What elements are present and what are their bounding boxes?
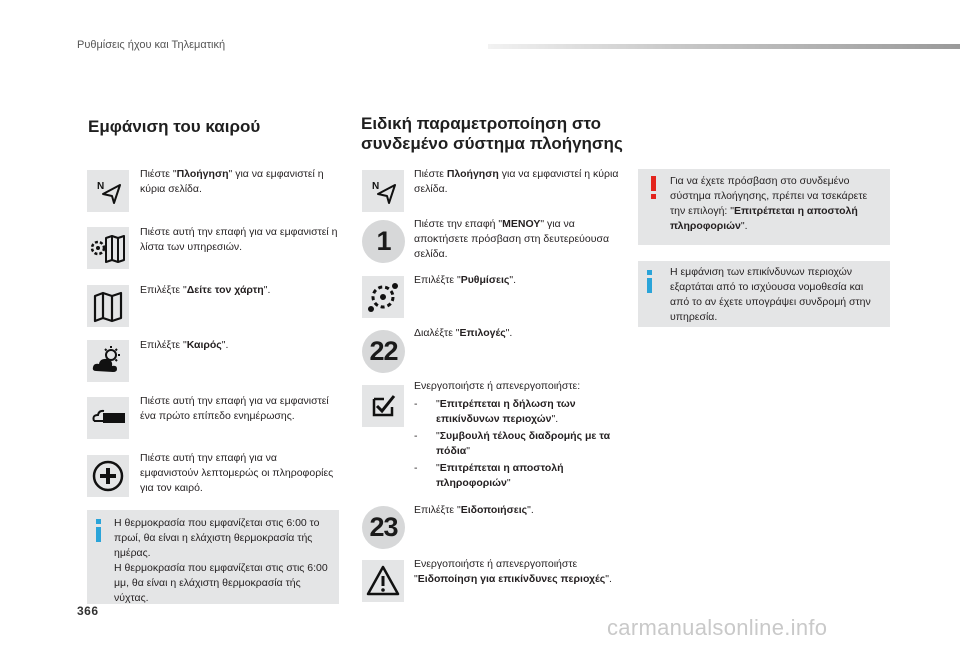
- list-item: - "Συμβουλή τέλους διαδρομής με τα πόδια": [414, 430, 611, 457]
- warning-triangle-icon: [362, 560, 404, 602]
- middle-step-6-text: Επιλέξτε "Ειδοποιήσεις".: [414, 504, 534, 516]
- list-item: - "Επιτρέπεται η αποστολή πληροφοριών": [414, 462, 564, 489]
- left-info-box: [87, 510, 339, 604]
- map-icon: [87, 285, 129, 327]
- info-icon-dot: [647, 270, 652, 275]
- exclamation-icon-dot: [651, 194, 656, 199]
- middle-step-3-text: Επιλέξτε "Ρυθμίσεις".: [414, 274, 517, 286]
- options-list: [414, 397, 624, 493]
- info-icon: [647, 278, 652, 293]
- plus-circle-icon: [87, 455, 129, 497]
- middle-heading-line1: Ειδική παραμετροποίηση στο: [361, 114, 602, 133]
- warning-text: Για να έχετε πρόσβαση στο συνδεμένο σύστημα πλοήγησης, πρέπει να τσεκάρετε την επιλογή: "Επιτρέπεται η αποστολή πληροφοριών".: [670, 175, 868, 232]
- section-title: Ρυθμίσεις ήχου και Τηλεματική: [77, 39, 226, 51]
- warning-box: [638, 169, 890, 245]
- navigation-icon: [87, 170, 129, 212]
- left-step-3-text: Επιλέξτε "Δείτε τον χάρτη".: [140, 284, 271, 296]
- page-number: 366: [77, 604, 99, 618]
- watermark: carmanualsonline.info: [607, 615, 828, 640]
- weather-icon: [87, 340, 129, 382]
- info-icon: [96, 527, 101, 542]
- right-info-box: [638, 261, 890, 327]
- settings-map-icon: [87, 227, 129, 269]
- info-icon-dot: [96, 519, 101, 524]
- svg-text:N: N: [372, 181, 380, 192]
- header-divider: [488, 44, 960, 49]
- left-heading: Εμφάνιση του καιρού: [88, 117, 261, 136]
- left-step-4-text: Επιλέξτε "Καιρός".: [140, 339, 229, 351]
- settings-icon: [362, 276, 404, 318]
- cloud-level-icon: [87, 397, 129, 439]
- list-item: - "Επιτρέπεται η δήλωση των επικίνδυνων περιοχών".: [414, 398, 576, 425]
- left-step-2-text: Πιέστε αυτή την επαφή για να εμφανιστεί η λίστα των υπηρεσιών.: [140, 226, 338, 253]
- right-info-text: Η εμφάνιση των επικίνδυνων περιοχών εξαρτάται από το ισχύουσα νομοθεσία και από το αν έχετε υπογράψει συνδρομή στην υπηρεσία.: [670, 266, 871, 323]
- middle-step-7-text: Ενεργοποιήστε ή απενεργοποιήστε "Ειδοποίηση για επικίνδυνες περιοχές".: [414, 558, 612, 585]
- middle-step-1-text: Πιέστε Πλοήγηση για να εμφανιστεί η κύρια σελίδα.: [414, 168, 619, 195]
- middle-step-2-text: Πιέστε την επαφή "ΜΕΝΟΥ" για να αποκτήσετε πρόσβαση στη δευτερεύουσα σελίδα.: [414, 218, 610, 260]
- middle-step-5-intro: Ενεργοποιήστε ή απενεργοποιήστε:: [414, 380, 581, 392]
- middle-heading-line2: συνδεμένο σύστημα πλοήγησης: [361, 134, 623, 153]
- left-step-6-text: Πιέστε αυτή την επαφή για να εμφανιστούν λεπτομερώς οι πληροφορίες για τον καιρό.: [140, 452, 334, 494]
- left-step-1-text: Πιέστε "Πλοήγηση" για να εμφανιστεί η κύρια σελίδα.: [140, 168, 324, 195]
- step-badge-1: 1: [362, 220, 405, 263]
- exclamation-icon: [651, 176, 656, 191]
- checkbox-icon: [362, 385, 404, 427]
- left-step-5-text: Πιέστε αυτή την επαφή για να εμφανιστεί ένα πρώτο επίπεδο ενημέρωσης.: [140, 395, 329, 422]
- navigation-icon: [362, 170, 404, 212]
- step-badge-22: 22: [362, 330, 405, 373]
- svg-text:N: N: [97, 181, 105, 192]
- left-info-text: Η θερμοκρασία που εμφανίζεται στις 6:00 το πρωί, θα είναι η ελάχιστη θερμοκρασία τής ημέρας. Η θερμοκρασία που εμφανίζεται στις στις 6:00 μμ, θα είναι η ελάχιστη θερμοκρασία τής νύχτας.: [114, 517, 328, 604]
- middle-step-4-text: Διαλέξτε "Επιλογές".: [414, 327, 513, 339]
- step-badge-23: 23: [362, 506, 405, 549]
